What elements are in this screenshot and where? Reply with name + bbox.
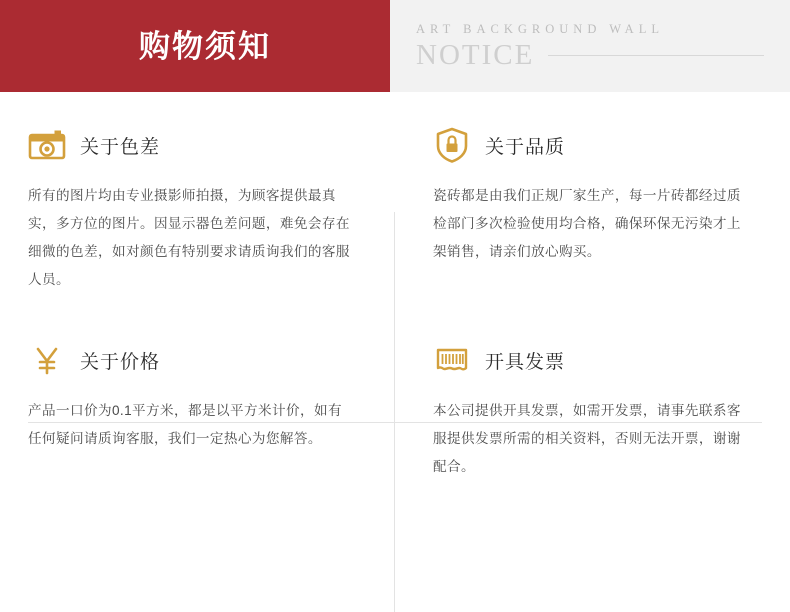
page-header xyxy=(0,0,790,92)
notice-item-header xyxy=(433,341,750,379)
notice-item-text: 瓷砖都是由我们正规厂家生产，每一片砖都经过质检部门多次检验使用均合格，确保环保无污染才上架销售，请亲们放心购买。 xyxy=(433,188,741,259)
notice-row-2 xyxy=(0,307,790,522)
notice-item-header xyxy=(28,341,355,379)
notice-grid xyxy=(0,92,790,561)
notice-item-quality xyxy=(395,92,790,307)
header-title-block xyxy=(0,0,390,92)
notice-item-title: 开具发票 xyxy=(485,351,566,373)
notice-item-header xyxy=(28,126,355,164)
page-title: 购物须知 xyxy=(139,28,271,64)
notice-item-header xyxy=(433,126,750,164)
notice-item-title: 关于价格 xyxy=(80,351,161,373)
notice-item-price xyxy=(0,307,395,522)
header-subtitle-block xyxy=(390,0,790,92)
notice-item-text: 所有的图片均由专业摄影师拍摄，为顾客提供最真实，多方位的图片。因显示器色差问题，难免会存在细微的色差，如对颜色有特别要求请质询我们的客服人员。 xyxy=(28,188,350,287)
yuan-icon xyxy=(28,341,66,379)
notice-item-text: 产品一口价为0.1平方米，都是以平方米计价，如有任何疑问请质询客服，我们一定热心为您解答。 xyxy=(28,403,342,446)
notice-item-text: 本公司提供开具发票，如需开发票，请事先联系客服提供发票所需的相关资料，否则无法开票，谢谢配合。 xyxy=(433,403,741,474)
invoice-icon xyxy=(433,341,471,379)
camera-icon xyxy=(28,126,66,164)
header-subtitle-en: ART BACKGROUND WALL xyxy=(416,22,664,36)
shield-icon xyxy=(433,126,471,164)
notice-item-color xyxy=(0,92,395,307)
header-divider-line xyxy=(548,55,764,56)
notice-item-title: 关于品质 xyxy=(485,136,566,158)
notice-item-title: 关于色差 xyxy=(80,136,161,158)
header-notice-en: NOTICE xyxy=(416,39,535,71)
header-notice-row xyxy=(416,41,790,70)
notice-item-invoice xyxy=(395,307,790,522)
notice-row-1 xyxy=(0,92,790,307)
